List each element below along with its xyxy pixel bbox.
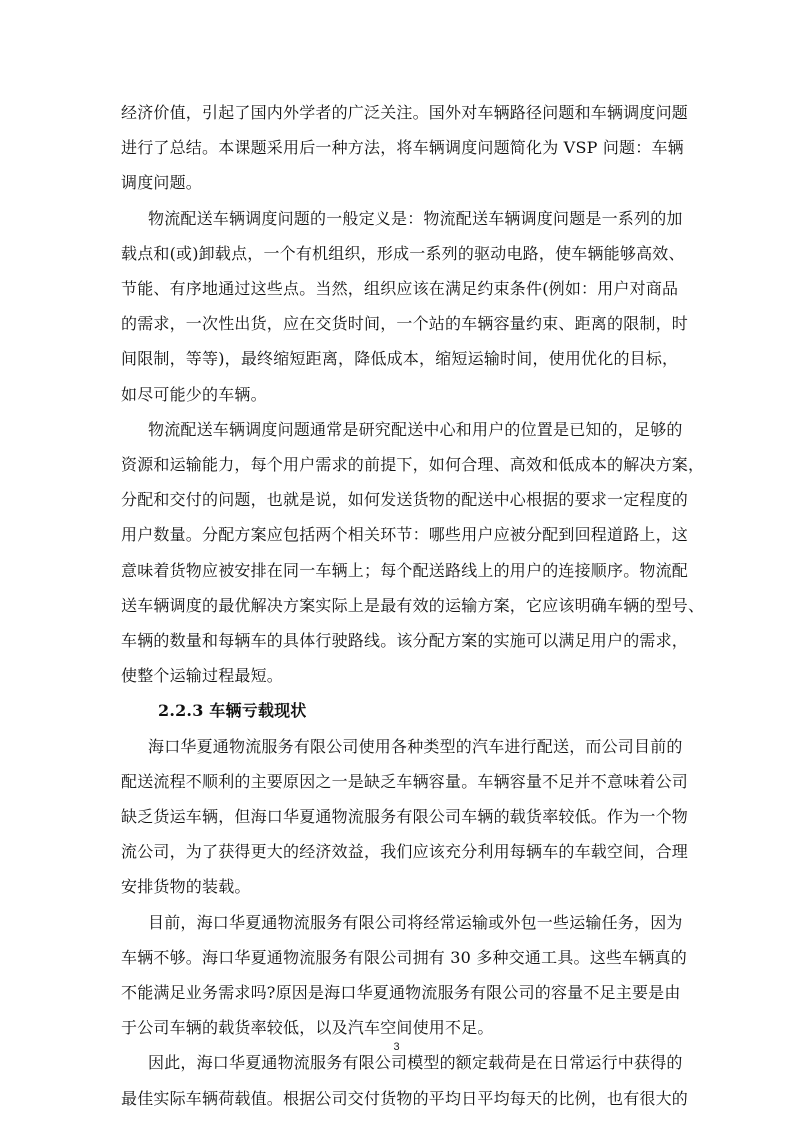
text-line: 调度问题。 [121, 173, 203, 192]
text-line: 安排货物的装载。 [121, 877, 251, 896]
text-line: 送车辆调度的最优解决方案实际上是最有效的运输方案，它应该明确车辆的型号、 [121, 596, 705, 615]
text-line: 进行了总结。本课题采用后一种方法，将车辆调度问题简化为 VSP 问题：车辆 [121, 138, 684, 157]
paragraph-first-line: 物流配送车辆调度问题通常是研究配送中心和用户的位置是已知的，足够的 [148, 420, 683, 439]
text-line: 用户数量。分配方案应包括两个相关环节：哪些用户应被分配到回程道路上，这 [121, 525, 689, 544]
paragraph-first-line: 目前，海口华夏通物流服务有限公司将经常运输或外包一些运输任务，因为 [148, 913, 683, 932]
text-line: 意味着货物应被安排在同一车辆上；每个配送路线上的用户的连接顺序。物流配 [121, 561, 689, 580]
paragraph-first-line: 海口华夏通物流服务有限公司使用各种类型的汽车进行配送，而公司目前的 [148, 737, 683, 756]
page-number: 3 [393, 1041, 400, 1053]
text-line: 不能满足业务需求吗?原因是海口华夏通物流服务有限公司的容量不足主要是由 [121, 983, 681, 1002]
text-line: 间限制，等等)，最终缩短距离，降低成本，缩短运输时间，使用优化的目标， [121, 349, 679, 368]
text-line: 经济价值，引起了国内外学者的广泛关注。国外对车辆路径问题和车辆调度问题 [121, 103, 689, 122]
text-line: 车辆的数量和每辆车的具体行驶路线。该分配方案的实施可以满足用户的需求， [121, 631, 689, 650]
text-line: 分配和交付的问题，也就是说，如何发送货物的配送中心根据的要求一定程度的 [121, 490, 689, 509]
paragraph-first-line: 物流配送车辆调度问题的一般定义是：物流配送车辆调度问题是一系列的加 [148, 209, 683, 228]
text-line: 车辆不够。海口华夏通物流服务有限公司拥有 30 多种交通工具。这些车辆真的 [121, 948, 687, 967]
text-line: 的需求，一次性出货，应在交货时间，一个站的车辆容量约束、距离的限制，时 [121, 314, 689, 333]
text-line: 最佳实际车辆荷载值。根据公司交付货物的平均日平均每天的比例，也有很大的 [121, 1089, 689, 1108]
text-line: 载点和(或)卸载点，一个有机组织，形成一系列的驱动电路，使车辆能够高效、 [121, 244, 685, 263]
paragraph-first-line: 因此，海口华夏通物流服务有限公司模型的额定载荷是在日常运行中获得的 [148, 1053, 683, 1072]
text-line: 配送流程不顺利的主要原因之一是缺乏车辆容量。车辆容量不足并不意味着公司 [121, 772, 689, 791]
text-line: 资源和运输能力，每个用户需求的前提下，如何合理、高效和低成本的解决方案， [121, 455, 705, 474]
text-line: 使整个运输过程最短。 [121, 666, 284, 685]
text-line: 流公司，为了获得更大的经济效益，我们应该充分利用每辆车的车载空间，合理 [121, 842, 689, 861]
text-line: 如尽可能少的车辆。 [121, 385, 267, 404]
text-line: 于公司车辆的载货率较低，以及汽车空间使用不足。 [121, 1018, 494, 1037]
text-line: 缺乏货运车辆，但海口华夏通物流服务有限公司车辆的载货率较低。作为一个物 [121, 807, 689, 826]
section-heading: 2.2.3 车辆亏载现状 [158, 701, 307, 720]
text-line: 节能、有序地通过这些点。当然，组织应该在满足约束条件(例如：用户对商品 [121, 279, 679, 298]
